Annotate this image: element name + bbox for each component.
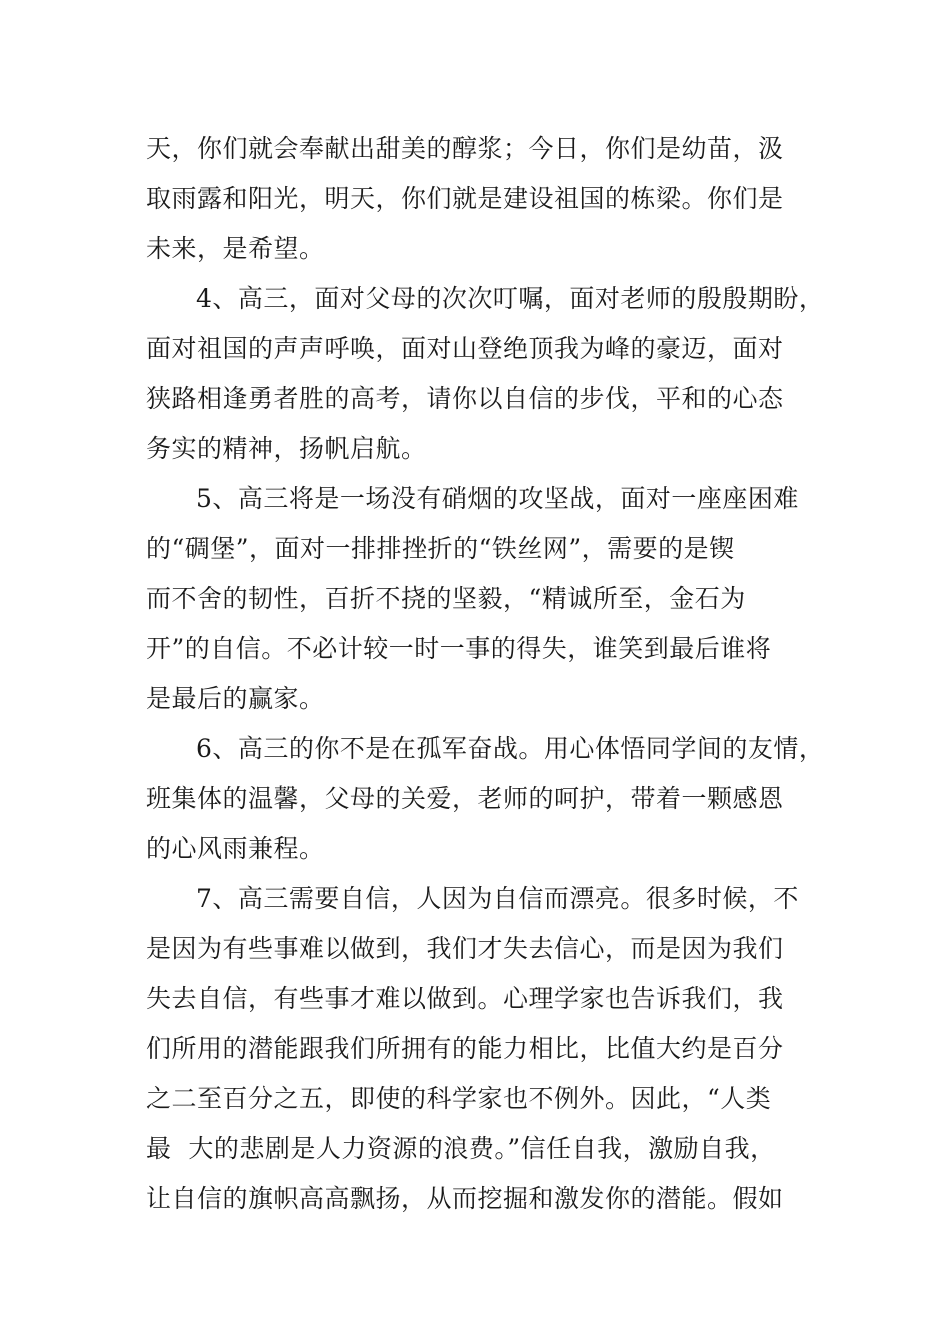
text-line: 天，你们就会奉献出甜美的醇浆；今日，你们是幼苗，汲 [146, 134, 784, 163]
text-line: 的“碉堡”，面对一排排挫折的“铁丝网”，需要的是锲 [146, 534, 735, 563]
text-line: 未来，是希望。 [146, 234, 325, 263]
text-line: 是因为有些事难以做到，我们才失去信心，而是因为我们 [146, 934, 784, 963]
text-line: 们所用的潜能跟我们所拥有的能力相比，比值大约是百分 [146, 1034, 784, 1063]
text-line: 最 大的悲剧是人力资源的浪费。”信任自我，激励自我， [146, 1134, 776, 1163]
text-line: 取雨露和阳光，明天，你们就是建设祖国的栋梁。你们是 [146, 184, 784, 213]
paragraph-5-first-line: 5、高三将是一场没有硝烟的攻坚战，面对一座座困难 [196, 484, 799, 513]
text-line: 狭路相逢勇者胜的高考，请你以自信的步伐，平和的心态 [146, 384, 784, 413]
paragraph-4-first-line: 4、高三，面对父母的次次叮嘱，面对老师的殷殷期盼， [196, 284, 825, 313]
text-line: 而不舍的韧性，百折不挠的坚毅，“精诚所至，金石为 [146, 584, 746, 613]
text-line: 让自信的旗帜高高飘扬，从而挖掘和激发你的潜能。假如 [146, 1184, 784, 1213]
text-line: 的心风雨兼程。 [146, 834, 325, 863]
text-line: 开”的自信。不必计较一时一事的得失，谁笑到最后谁将 [146, 634, 772, 663]
text-line: 班集体的温馨，父母的关爱，老师的呵护，带着一颗感恩 [146, 784, 784, 813]
paragraph-7-first-line: 7、高三需要自信，人因为自信而漂亮。很多时候，不 [196, 884, 799, 913]
paragraph-6-first-line: 6、高三的你不是在孤军奋战。用心体悟同学间的友情， [196, 734, 825, 763]
text-line: 务实的精神，扬帆启航。 [146, 434, 427, 463]
text-line: 之二至百分之五，即使的科学家也不例外。因此，“人类 [146, 1084, 772, 1113]
text-line: 是最后的赢家。 [146, 684, 325, 713]
text-line: 面对祖国的声声呼唤，面对山登绝顶我为峰的豪迈，面对 [146, 334, 784, 363]
text-line: 失去自信，有些事才难以做到。心理学家也告诉我们，我 [146, 984, 784, 1013]
